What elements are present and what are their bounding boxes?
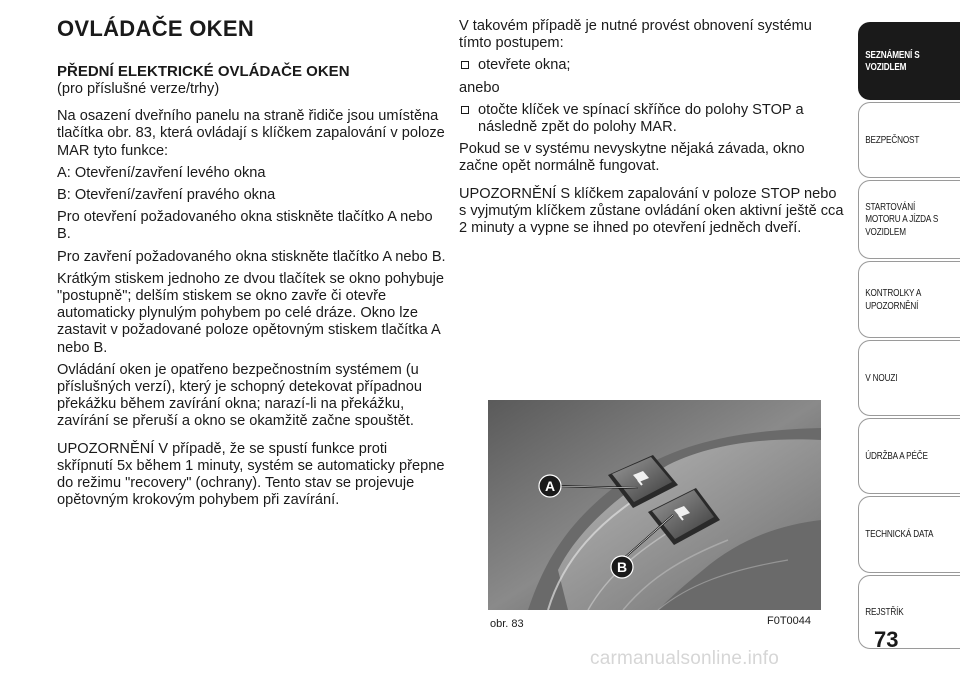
tab-label-line: V NOUZI (865, 371, 898, 384)
tab-label-line: BEZPEČNOST (865, 133, 920, 146)
tab-label-line: KONTROLKY A (865, 287, 922, 299)
list-item (459, 102, 844, 136)
tab-label-line: REJSTŘÍK (865, 605, 904, 618)
list-item-text: otevřete okna; (478, 57, 571, 74)
tab-label-line: SEZNÁMENÍ S (865, 48, 920, 61)
figure-code: F0T0044 (767, 615, 812, 627)
callout-b-label: B (616, 559, 628, 575)
paragraph: Ovládání oken je opatřeno bezpečnostním systémem (u příslušných verzí), který je schopný detekovat případnou překážku během zavírání okna; narazí-li na překážku, zavírání se přeruší a okno se okamžitě začne spouštět. (57, 361, 423, 430)
warning-paragraph: UPOZORNĚNÍ S klíčkem zapalování v poloze STOP nebo s vyjmutým klíčkem zůstane ovládání oken aktivní ještě cca 2 minuty a vypne se ihned po otevření jedněch dveří. (459, 185, 844, 237)
paragraph: Pokud se v systému nevyskytne nějaká závada, okno začne opět normálně fungovat. (459, 141, 805, 175)
tab-label (859, 372, 902, 385)
tab-label-line: ÚDRŽBA A PÉČE (865, 449, 928, 462)
page-number: 73 (874, 627, 899, 652)
figure-caption: obr. 83 (490, 618, 524, 630)
figure-window-switches (488, 400, 821, 630)
list-item-text: otočte klíček ve spínací skříňce do polohy STOP a následně zpět do polohy MAR. (478, 101, 804, 136)
tab-label-line: STARTOVÁNÍ (865, 200, 916, 213)
warning-paragraph: UPOZORNĚNÍ V případě, že se spustí funkce proti skřípnutí 5x během 1 minuty, systém se automaticky přepne do režimu "recovery" (ochrany). Tento stav se projevuje opětovným krokovým pohybem při zavírání. (57, 440, 445, 509)
paragraph: Na osazení dveřního panelu na straně řidiče jsou umístěna tlačítka obr. 83, která ovládají s klíčkem zapalování v poloze MAR tyto funkce: (57, 108, 445, 159)
left-column (57, 16, 447, 514)
paragraph: Krátkým stiskem jednoho ze dvou tlačítek se okno pohybuje "postupně"; delším stiskem se okno zavře či otevře automaticky plynulým pohybem po celé dráze. Okno lze zastavit v požadované poloze opětovným stiskem tlačítka A nebo B. (57, 270, 444, 356)
paragraph: Pro otevření požadovaného okna stiskněte tlačítko A nebo B. (57, 209, 433, 243)
list-item (459, 57, 844, 74)
tab-bezpecnost[interactable] (858, 102, 960, 178)
tab-label (859, 528, 938, 541)
tab-label-line: UPOZORNĚNÍ (865, 299, 919, 312)
section-title: OVLÁDAČE OKEN (57, 16, 255, 41)
checkbox-bullet-icon (461, 61, 469, 69)
paragraph: V takovém případě je nutné provést obnovení systému tímto postupem: (459, 18, 812, 52)
paragraph: B: Otevření/zavření pravého okna (57, 187, 276, 204)
tab-label (859, 450, 933, 463)
checkbox-bullet-icon (461, 106, 469, 114)
tab-seznameni-s-vozidlem[interactable] (858, 22, 960, 100)
tab-kontrolky[interactable] (858, 261, 960, 338)
paragraph: A: Otevření/zavření levého okna (57, 164, 266, 181)
tab-label-line: VOZIDLEM (865, 61, 907, 73)
subsection-title: PŘEDNÍ ELEKTRICKÉ OVLÁDAČE OKEN (57, 63, 350, 80)
callout-a-label: A (544, 478, 556, 494)
tab-label (859, 49, 924, 74)
tab-label (859, 134, 924, 147)
subsection-note: (pro příslušné verze/trhy) (57, 81, 220, 97)
tab-label (859, 287, 926, 312)
paragraph: Pro zavření požadovaného okna stiskněte tlačítko A nebo B. (57, 248, 446, 265)
tab-label (859, 606, 908, 619)
tab-technicka-data[interactable] (858, 496, 960, 573)
window-switch-illustration (488, 400, 821, 630)
tab-v-nouzi[interactable] (858, 340, 960, 416)
paragraph: anebo (459, 79, 500, 96)
tab-udrzba[interactable] (858, 418, 960, 494)
tab-label (859, 201, 943, 239)
tab-label-line: VOZIDLEM (865, 225, 906, 238)
tab-label-line: MOTORU A JÍZDA S (865, 213, 939, 226)
right-column (459, 18, 844, 242)
watermark: carmanualsonline.info (590, 648, 780, 669)
tab-startovani[interactable] (858, 180, 960, 259)
tab-label-line: TECHNICKÁ DATA (865, 528, 934, 541)
